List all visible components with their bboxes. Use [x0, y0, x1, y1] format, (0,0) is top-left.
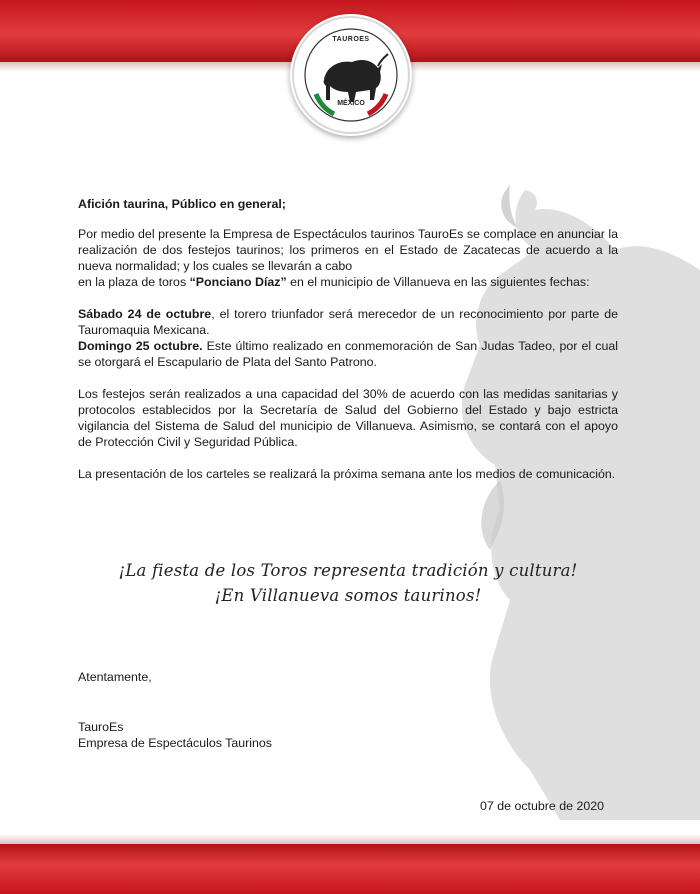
- intro-text-2: en la plaza de toros: [78, 275, 190, 289]
- posters-paragraph: La presentación de los carteles se realizará la próxima semana ante los medios de comunicación.: [78, 467, 616, 481]
- letter-date: 07 de octubre de 2020: [480, 799, 605, 813]
- closing: Atentamente,: [78, 670, 152, 684]
- motto-line-1: ¡La fiesta de los Toros representa tradición y cultura!: [118, 561, 578, 580]
- greeting: Afición taurina, Público en general;: [78, 197, 286, 211]
- health-paragraph: Los festejos serán realizados a una capacidad del 30% de acuerdo con las medidas sanitarias y protocolos establecidos por la Secretaría de Salud del Gobierno del Estado y bajo estricta vigilancia del Sistema de Salud del municipio de Villanueva. Asimismo, se contará con el apoyo de Protección Civil y Seguridad Pública.: [78, 387, 618, 449]
- event1-text: , el torero triunfador será merecedor de un reconocimiento por parte de Tauromaquia Mexicana.: [78, 307, 618, 337]
- signature-block: [78, 719, 272, 751]
- motto-line-2: ¡En Villanueva somos taurinos!: [214, 586, 482, 605]
- signature-name: TauroEs: [78, 720, 124, 734]
- logo-emblem-icon: [290, 14, 412, 136]
- letter-body: [78, 196, 618, 482]
- venue-name: “Ponciano Díaz”: [189, 275, 287, 289]
- event2-paragraph: [78, 338, 618, 370]
- bottom-red-band: [0, 844, 700, 894]
- intro-text-3: en el municipio de Villanueva en las siguientes fechas:: [286, 275, 590, 289]
- event1-date: Sábado 24 de octubre: [78, 307, 212, 321]
- logo-top-text: TAUROES: [332, 36, 370, 43]
- logo-bottom-text: MÉXICO: [337, 100, 365, 107]
- event1-paragraph: [78, 306, 618, 338]
- intro-paragraph: [78, 226, 618, 290]
- event2-text: Este último realizado en conmemoración de San Judas Tadeo, por el cual se otorgará el Escapulario de Plata del Santo Patrono.: [78, 339, 619, 369]
- intro-text-1: Por medio del presente la Empresa de Espectáculos taurinos TauroEs se complace en anunciar la realización de dos festejos taurinos; los primeros en el Estado de Zacatecas de acuerdo a la nueva normalidad; y los cuales se llevarán a cabo: [78, 227, 618, 273]
- signature-company: Empresa de Espectáculos Taurinos: [78, 736, 272, 750]
- motto: [78, 558, 618, 608]
- tauroes-logo: [290, 14, 412, 136]
- event2-date: Domingo 25 octubre.: [78, 339, 203, 353]
